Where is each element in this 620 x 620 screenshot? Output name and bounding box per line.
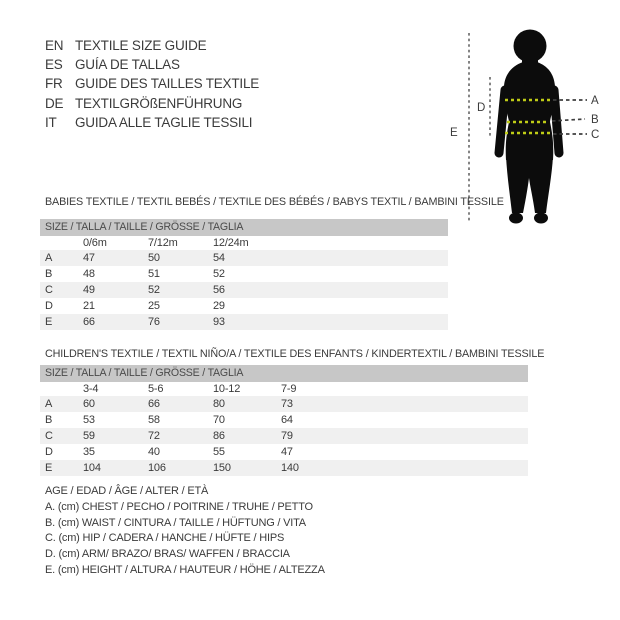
table-row [40,314,448,330]
cell: 54 [213,252,225,264]
cell: 52 [148,284,160,296]
table-row [40,460,528,476]
figure-label-a: A [591,95,599,107]
table-row [40,250,448,266]
table-row [40,444,528,460]
cell: 58 [148,414,160,426]
row-label: C [45,284,53,296]
language-row-en [45,36,259,55]
babies-section-title: BABIES TEXTILE / TEXTIL BEBÉS / TEXTILE DES BÉBÉS / BABYS TEXTIL / BAMBINI TESSILE [45,196,504,208]
figure-label-c: C [591,129,600,141]
column-header: 7/12m [148,237,178,249]
language-label: GUÍA DE TALLAS [75,57,180,73]
cell: 48 [83,268,95,280]
language-row-fr [45,74,259,93]
babies-size-header: SIZE / TALLA / TAILLE / GRÖSSE / TAGLIA [40,219,448,236]
language-row-it [45,113,259,132]
language-code: IT [45,114,57,130]
legend-item-hip: C. (cm) HIP / CADERA / HANCHE / HÜFTE / HIPS [45,532,285,545]
column-header: 12/24m [213,237,249,249]
cell: 29 [213,300,225,312]
cell: 56 [213,284,225,296]
cell: 51 [148,268,160,280]
language-label: TEXTILE SIZE GUIDE [75,38,207,53]
babies-size-table [40,219,448,330]
cell: 70 [213,414,225,426]
language-code: EN [45,38,64,53]
row-label: A [45,398,53,410]
row-label: E [45,462,53,474]
language-code: ES [45,57,63,73]
cell: 55 [213,446,225,458]
language-label: TEXTILGRÖßENFÜHRUNG [75,95,243,111]
cell: 79 [281,430,293,442]
column-header: 7-9 [281,383,297,395]
table-row [40,412,528,428]
legend-item-waist: B. (cm) WAIST / CINTURA / TAILLE / HÜFTUNG / VITA [45,516,306,529]
babies-table-body [40,250,448,330]
column-header: 3-4 [83,383,99,395]
legend-age-line: AGE / EDAD / ÂGE / ALTER / ETÀ [45,485,209,497]
children-size-header: SIZE / TALLA / TAILLE / GRÖSSE / TAGLIA [40,365,528,382]
cell: 59 [83,430,95,442]
language-label: GUIDA ALLE TAGLIE TESSILI [75,114,253,130]
row-label: E [45,316,53,328]
children-section-title: CHILDREN'S TEXTILE / TEXTIL NIÑO/A / TEXTILE DES ENFANTS / KINDERTEXTIL / BAMBINI TESSILE [45,348,545,360]
cell: 47 [281,446,293,458]
children-table-body [40,396,528,476]
table-row [40,266,448,282]
row-label: C [45,430,53,442]
cell: 50 [148,252,160,264]
table-row [40,282,448,298]
figure-label-d: D [477,102,486,114]
cell: 40 [148,446,160,458]
cell: 21 [83,300,95,312]
cell: 25 [148,300,160,312]
table-row [40,396,528,412]
cell: 140 [281,462,299,474]
language-list [45,36,259,132]
table-row [40,428,528,444]
row-label: B [45,414,53,426]
cell: 93 [213,316,225,328]
row-label: D [45,446,53,458]
figure-label-b: B [591,114,599,126]
children-column-headers [40,382,528,396]
row-label: B [45,268,53,280]
legend-item-height: E. (cm) HEIGHT / ALTURA / HAUTEUR / HÖHE / ALTEZZA [45,563,325,576]
measurement-legend [45,484,325,579]
cell: 47 [83,252,95,264]
cell: 64 [281,414,293,426]
cell: 104 [83,462,101,474]
column-header: 5-6 [148,383,164,395]
cell: 66 [148,398,160,410]
figure-label-e: E [450,127,458,139]
language-code: FR [45,76,63,92]
column-header: 0/6m [83,237,107,249]
language-code: DE [45,95,64,111]
legend-item-chest: A. (cm) CHEST / PECHO / POITRINE / TRUHE / PETTO [45,500,313,513]
cell: 66 [83,316,95,328]
legend-item-arm: D. (cm) ARM/ BRAZO/ BRAS/ WAFFEN / BRACCIA [45,548,290,561]
column-header: 10-12 [213,383,241,395]
cell: 49 [83,284,95,296]
cell: 73 [281,398,293,410]
row-label: D [45,300,53,312]
cell: 60 [83,398,95,410]
cell: 52 [213,268,225,280]
language-row-de [45,94,259,113]
children-size-table [40,365,528,476]
cell: 76 [148,316,160,328]
cell: 86 [213,430,225,442]
cell: 35 [83,446,95,458]
cell: 53 [83,414,95,426]
language-label: GUIDE DES TAILLES TEXTILE [75,76,260,92]
language-row-es [45,55,259,74]
cell: 150 [213,462,231,474]
cell: 106 [148,462,166,474]
table-row [40,298,448,314]
row-label: A [45,252,53,264]
babies-column-headers [40,236,448,250]
child-silhouette [499,30,559,224]
cell: 72 [148,430,160,442]
cell: 80 [213,398,225,410]
